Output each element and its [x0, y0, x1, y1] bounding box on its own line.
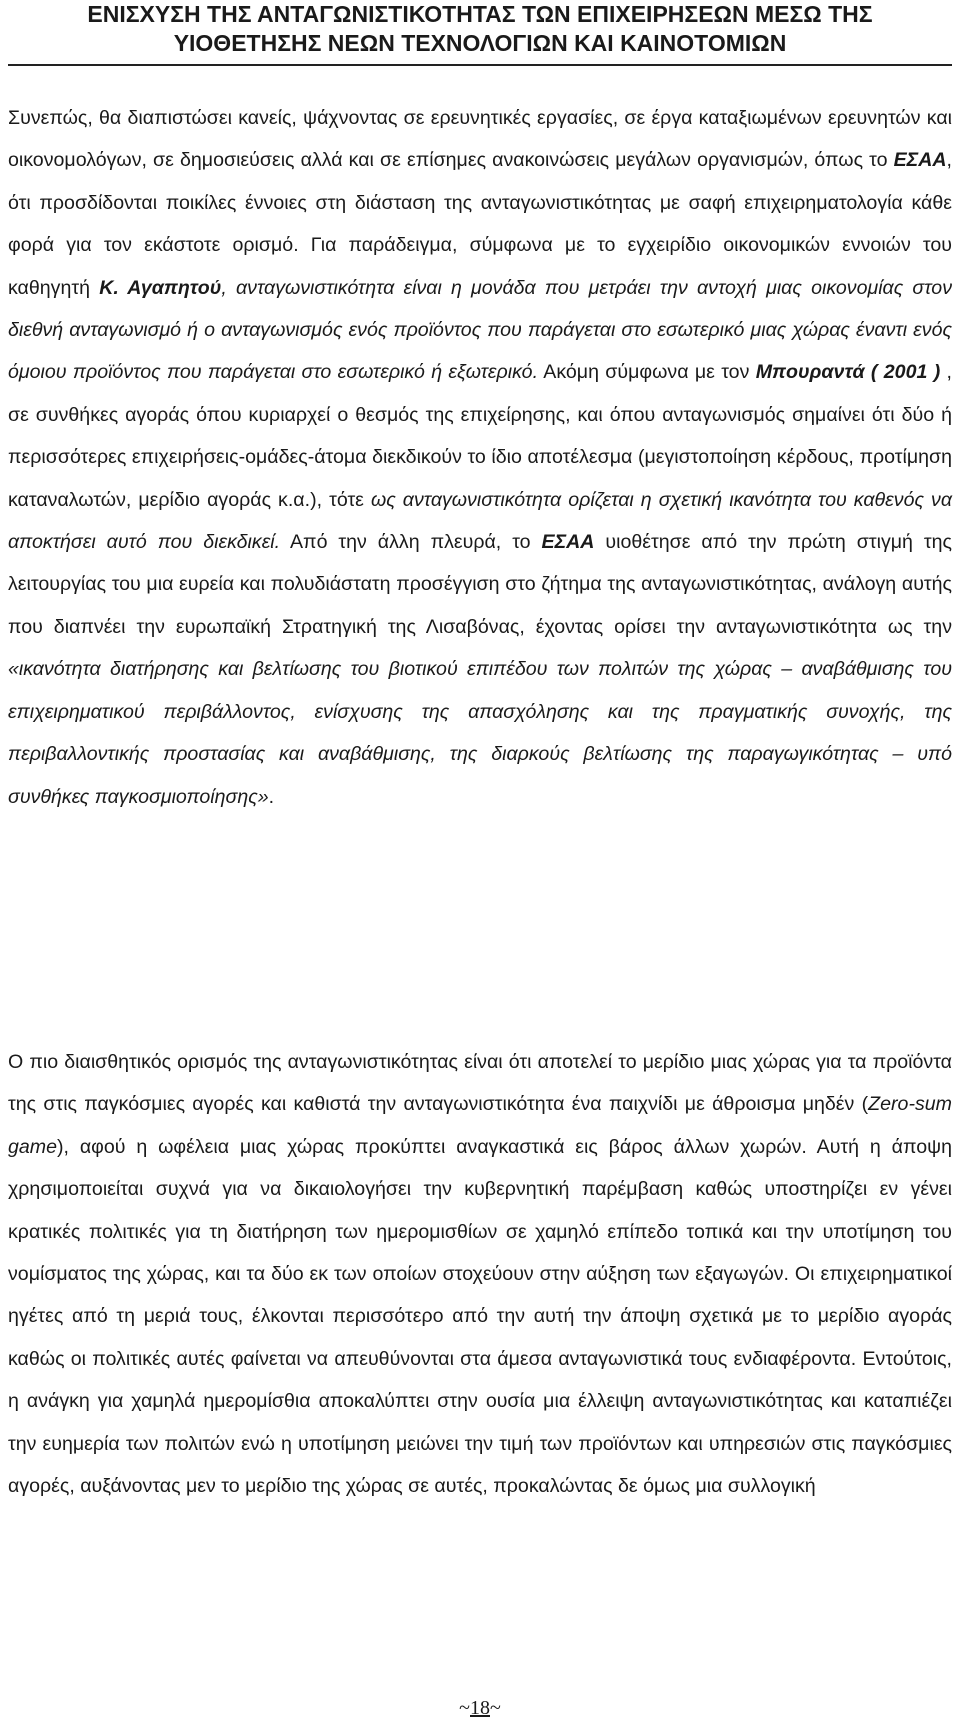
- author-name: Κ. Αγαπητού: [99, 276, 222, 299]
- text-run: Από την άλλη πλευρά, το: [280, 531, 542, 554]
- header-title-line-2: ΥΙΟΘΕΤΗΣΗΣ ΝΕΩΝ ΤΕΧΝΟΛΟΓΙΩΝ ΚΑΙ ΚΑΙΝΟΤΟΜΙΩΝ: [173, 30, 787, 56]
- text-run: Ακόμη σύμφωνα με τον: [538, 361, 756, 384]
- tilde-right: ~: [490, 1697, 501, 1719]
- body-paragraph-1: [8, 97, 952, 818]
- org-name-esaa: ΕΣΑΑ: [893, 149, 947, 172]
- text-run: υιοθέτησε από την πρώτη στιγμή της λειτουργίας του μια ευρεία και πολυδιάστατη προσέγγιση στο ζήτημα της ανταγωνιστικότητας, ανάλογη αυτής που διαπνέει την ευρωπαϊκή Στρατηγική της Λισαβόνας, έχοντας ορίσει την ανταγωνιστικότητα ως την: [8, 531, 952, 638]
- page-number: [0, 1696, 960, 1720]
- term-zero-sum: Zero-sum game: [8, 1093, 952, 1158]
- running-header: [0, 0, 960, 58]
- text-run: ), αφού η ωφέλεια μιας χώρας προκύπτει αναγκαστικά εις βάρος άλλων χωρών. Αυτή η άποψη χρησιμοποιείται συχνά για να δικαιολογήσει την κυβερνητική παρέμβαση καθώς υποστηρίζει εν γένει κρατικές πολιτικές για τη διατήρηση των ημερομισθίων σε χαμηλό επίπεδο τοπικά και την υποτίμηση του νομίσματος της χώρας, και τα δύο εκ των οποίων στοχεύουν στην αύξηση των εξαγωγών. Οι επιχειρηματικοί ηγέτες από τη μεριά τους, έλκονται περισσότερο από την αυτή την άποψη σχετικά με το μερίδιο αγοράς καθώς οι πολιτικές αυτές φαίνεται να απευθύνονται στα άμεσα ανταγωνιστικά τους ενδιαφέροντα. Εντούτοις, η ανάγκη για χαμηλά ημερομίσθια αποκαλύπτει στην ουσία μια έλλειψη ανταγωνιστικότητας και καταπιέζει την ευημερία των πολιτών ενώ η υποτίμηση μειώνει την τιμή των προϊόντων και υπηρεσιών στις παγκόσμιες αγορές, αυξάνοντας μεν το μερίδιο της χώρας σε αυτές, προκαλώντας δε όμως μια συλλογική: [8, 1135, 952, 1498]
- definition-quote: ως ανταγωνιστικότητα ορίζεται η σχετική ικανότητα του καθενός να αποκτήσει αυτό που διεκδικεί.: [8, 488, 953, 554]
- body-paragraph-2: [8, 1041, 952, 1507]
- page-number-value: 18: [470, 1697, 490, 1719]
- text-run: , σε συνθήκες αγοράς όπου κυριαρχεί ο θεσμός της επιχείρησης, και όπου ανταγωνισμός σημαίνει ότι δύο ή περισσότερες επιχειρήσεις-ομάδες-άτομα διεκδικούν το ίδιο αποτέλεσμα (μεγιστοποίηση κέρδους, προτίμηση καταναλωτών, μερίδιο αγοράς κ.α.), τότε: [8, 361, 952, 511]
- definition-quote: «ικανότητα διατήρησης και βελτίωσης του βιοτικού επιπέδου των πολιτών της χώρας – αναβάθμισης του επιχειρηματικού περιβάλλοντος, ενίσχυσης της απασχόλησης και της πραγματικής συνοχής, της περιβαλλοντικής προστασίας και αναβάθμισης, της διαρκούς βελτίωσης της παραγωγικότητας – υπό συνθήκες παγκοσμιοποίησης»: [8, 658, 952, 808]
- org-name-esaa: ΕΣΑΑ: [541, 531, 595, 554]
- tilde-left: ~: [459, 1697, 470, 1719]
- text-run: .: [268, 785, 275, 808]
- text-run: , ότι προσδίδονται ποικίλες έννοιες στη διάσταση της ανταγωνιστικότητας με σαφή επιχειρηματολογία κάθε φορά για τον εκάστοτε ορισμό. Για παράδειγμα, σύμφωνα με το εγχειρίδιο οικονομικών εννοιών του καθηγητή: [8, 149, 952, 299]
- header-title-line-1: ΕΝΙΣΧΥΣΗ ΤΗΣ ΑΝΤΑΓΩΝΙΣΤΙΚΟΤΗΤΑΣ ΤΩΝ ΕΠΙΧΕΙΡΗΣΕΩΝ ΜΕΣΩ ΤΗΣ: [87, 1, 873, 27]
- header-rule: [8, 64, 952, 66]
- definition-quote: , ανταγωνιστικότητα είναι η μονάδα που μετράει την αντοχή μιας οικονομίας στον διεθνή ανταγωνισμό ή ο ανταγωνισμός ενός προϊόντος που παράγεται στο εσωτερικό μιας χώρας έναντι ενός όμοιου προϊόντος που παράγεται στο εσωτερικό ή εξωτερικό.: [8, 276, 952, 384]
- author-citation: Μπουραντά ( 2001 ): [755, 361, 941, 384]
- text-run: Συνεπώς, θα διαπιστώσει κανείς, ψάχνοντας σε ερευνητικές εργασίες, σε έργα καταξιωμένων ερευνητών και οικονομολόγων, σε δημοσιεύσεις αλλά και σε επίσημες ανακοινώσεις μεγάλων οργανισμών, όπως το: [8, 107, 952, 172]
- text-run: Ο πιο διαισθητικός ορισμός της ανταγωνιστικότητας είναι ότι αποτελεί το μερίδιο μιας χώρας για τα προϊόντα της στις παγκόσμιες αγορές και καθιστά την ανταγωνιστικότητα ένα παιχνίδι με άθροισμα μηδέν (: [8, 1051, 952, 1116]
